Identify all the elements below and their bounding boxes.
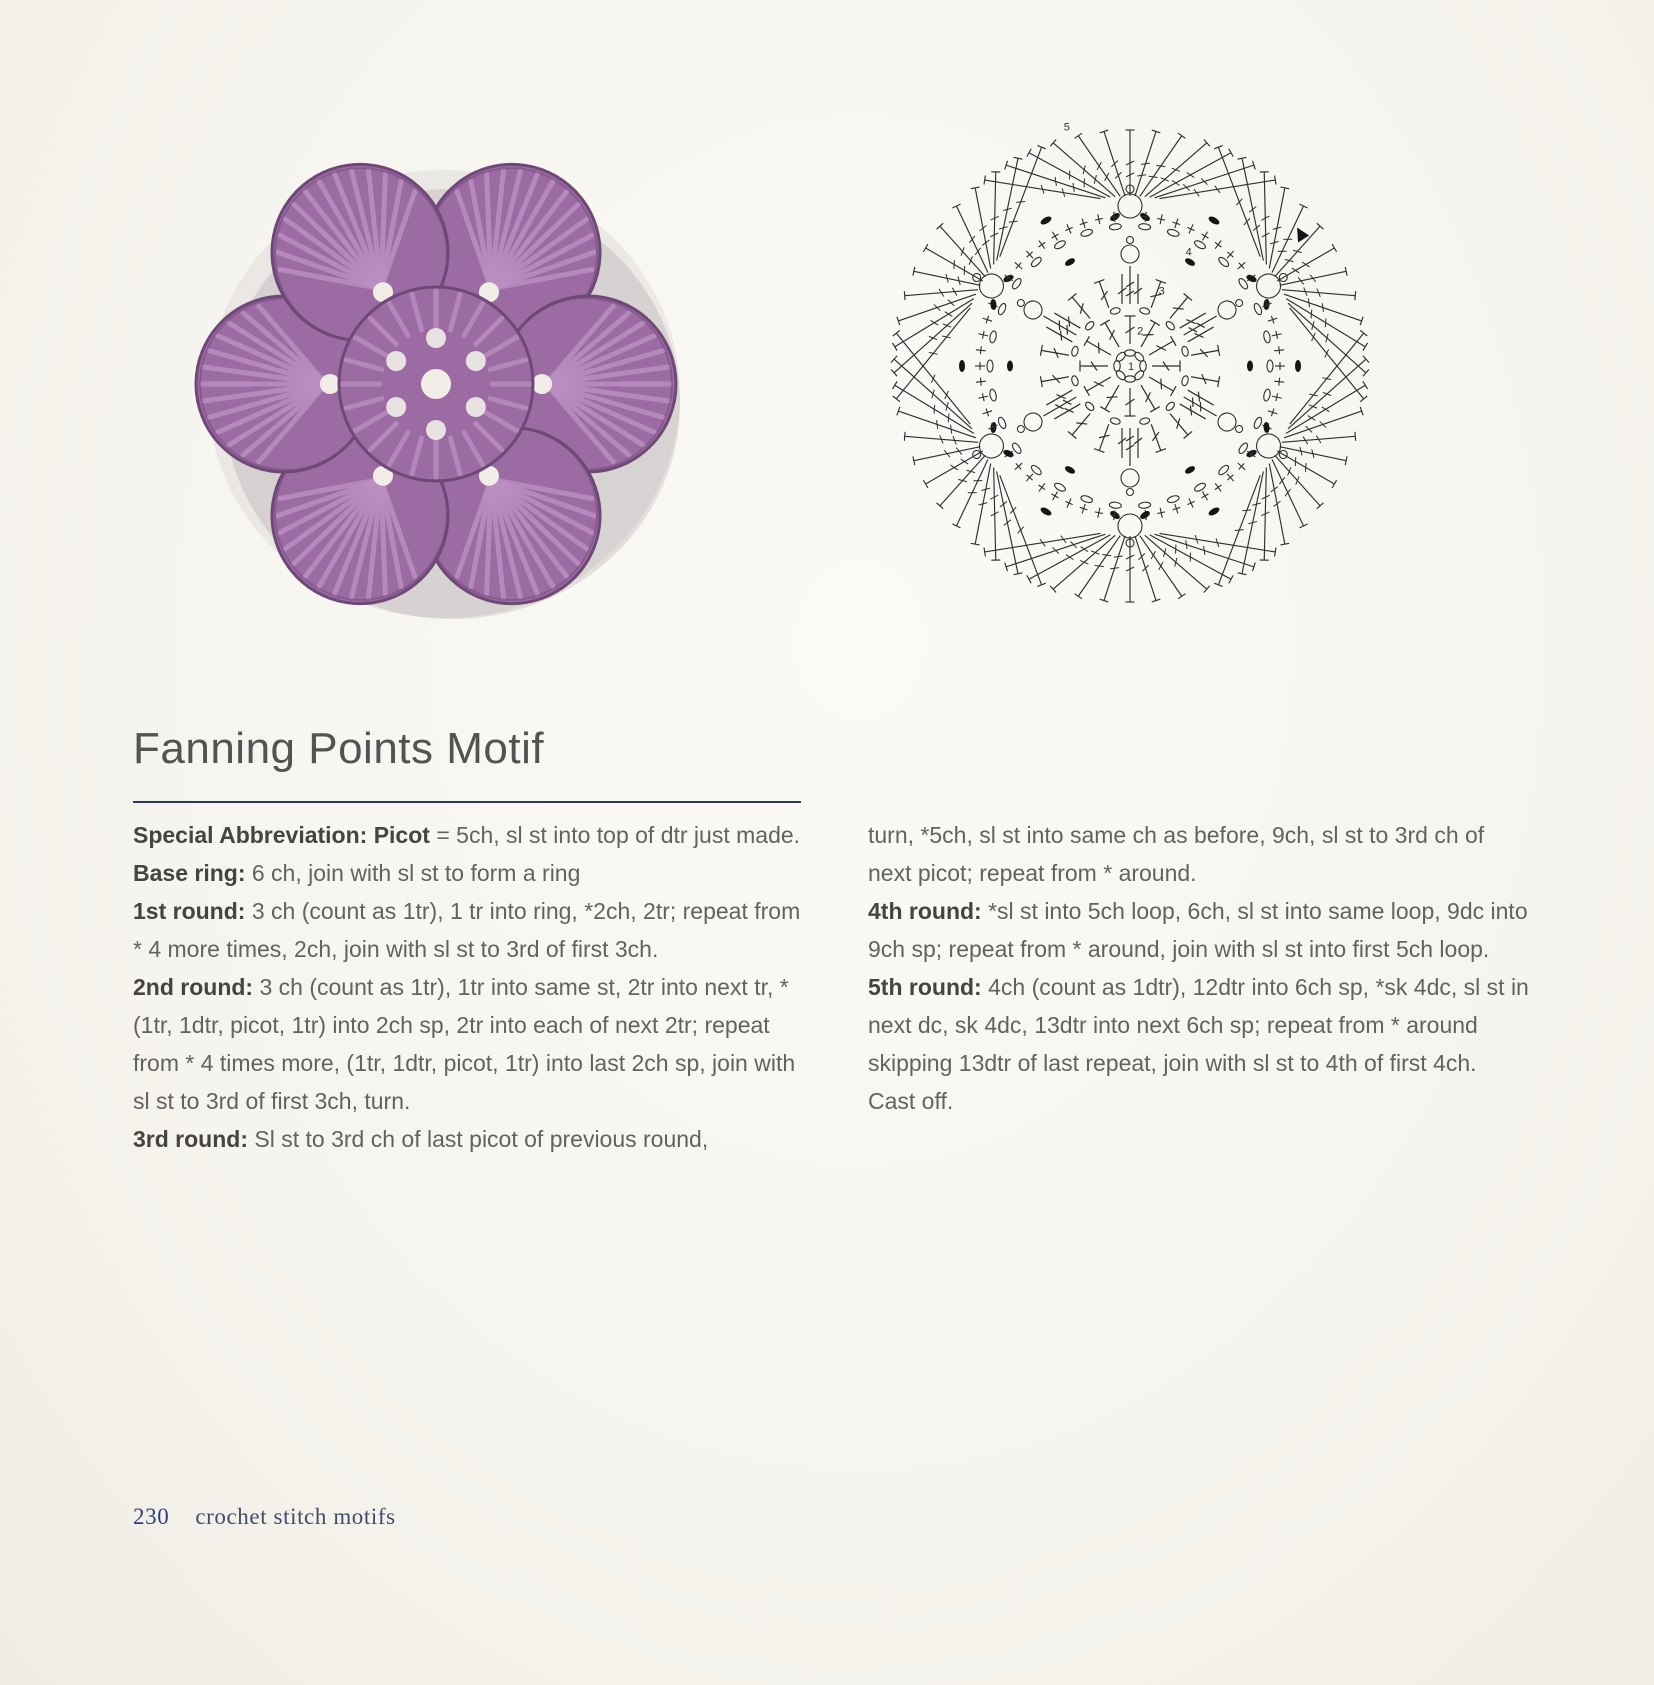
instruction-paragraph (868, 1082, 1534, 1120)
round-text: Cast off. (868, 1088, 954, 1114)
svg-text:2: 2 (1137, 325, 1144, 338)
motif-photograph (168, 126, 708, 651)
svg-text:5: 5 (1063, 121, 1070, 134)
round-text: 4ch (count as 1dtr), 12dtr into 6ch sp, *sk 4dc, sl st in next dc, sk 4dc, 13dtr into next 6ch sp; repeat from * around skipping 13dtr of last repeat, join with sl st to 4th of first 4ch. (868, 974, 1529, 1076)
round-label: 1st round: (133, 898, 246, 924)
round-text: 3 ch (count as 1tr), 1 tr into ring, *2ch, 2tr; repeat from * 4 more times, 2ch, join with sl st to 3rd of first 3ch. (133, 898, 801, 962)
svg-text:4: 4 (1185, 246, 1192, 259)
instructions-right-column (868, 816, 1534, 1120)
instruction-paragraph (868, 968, 1534, 1082)
instruction-paragraph (133, 892, 811, 968)
page-footer (133, 1504, 396, 1530)
section-rule (133, 801, 801, 803)
round-text: 3 ch (count as 1tr), 1tr into same st, 2tr into next tr, *(1tr, 1dtr, picot, 1tr) into 2ch sp, 2tr into each of next 2tr; repeat from * 4 times more, (1tr, 1dtr, picot, 1tr) into last 2ch sp, join with sl st to 3rd of first 3ch, turn. (133, 974, 796, 1114)
round-label: Base ring: (133, 860, 246, 886)
round-text: Sl st to 3rd ch of last picot of previous round, (248, 1126, 709, 1152)
svg-text:1: 1 (1127, 361, 1135, 373)
instruction-paragraph (868, 892, 1534, 968)
round-label: 4th round: (868, 898, 982, 924)
crochet-chart-graphic (848, 116, 1413, 636)
svg-text:3: 3 (1158, 285, 1165, 298)
round-label: 3rd round: (133, 1126, 248, 1152)
motif-photo-graphic (168, 126, 708, 651)
pattern-title: Fanning Points Motif (133, 724, 545, 773)
instruction-paragraph (133, 1120, 811, 1158)
footer-section-title: crochet stitch motifs (195, 1504, 396, 1529)
instruction-paragraph (133, 968, 811, 1120)
instruction-paragraph (133, 816, 811, 854)
round-text: turn, *5ch, sl st into same ch as before, 9ch, sl st to 3rd ch of next picot; repeat from * around. (868, 822, 1485, 886)
round-label: 2nd round: (133, 974, 254, 1000)
instructions-left-column (133, 816, 811, 1158)
instruction-paragraph (868, 816, 1534, 892)
round-label: 5th round: (868, 974, 982, 1000)
round-label: Special Abbreviation: Picot (133, 822, 430, 848)
instruction-paragraph (133, 854, 811, 892)
round-text: 6 ch, join with sl st to form a ring (245, 860, 581, 886)
round-text: = 5ch, sl st into top of dtr just made. (429, 822, 801, 848)
round-text: *sl st into 5ch loop, 6ch, sl st into same loop, 9dc into 9ch sp; repeat from * around, join with sl st into first 5ch loop. (868, 898, 1528, 962)
crochet-chart (848, 116, 1413, 636)
page-number: 230 (133, 1504, 170, 1529)
